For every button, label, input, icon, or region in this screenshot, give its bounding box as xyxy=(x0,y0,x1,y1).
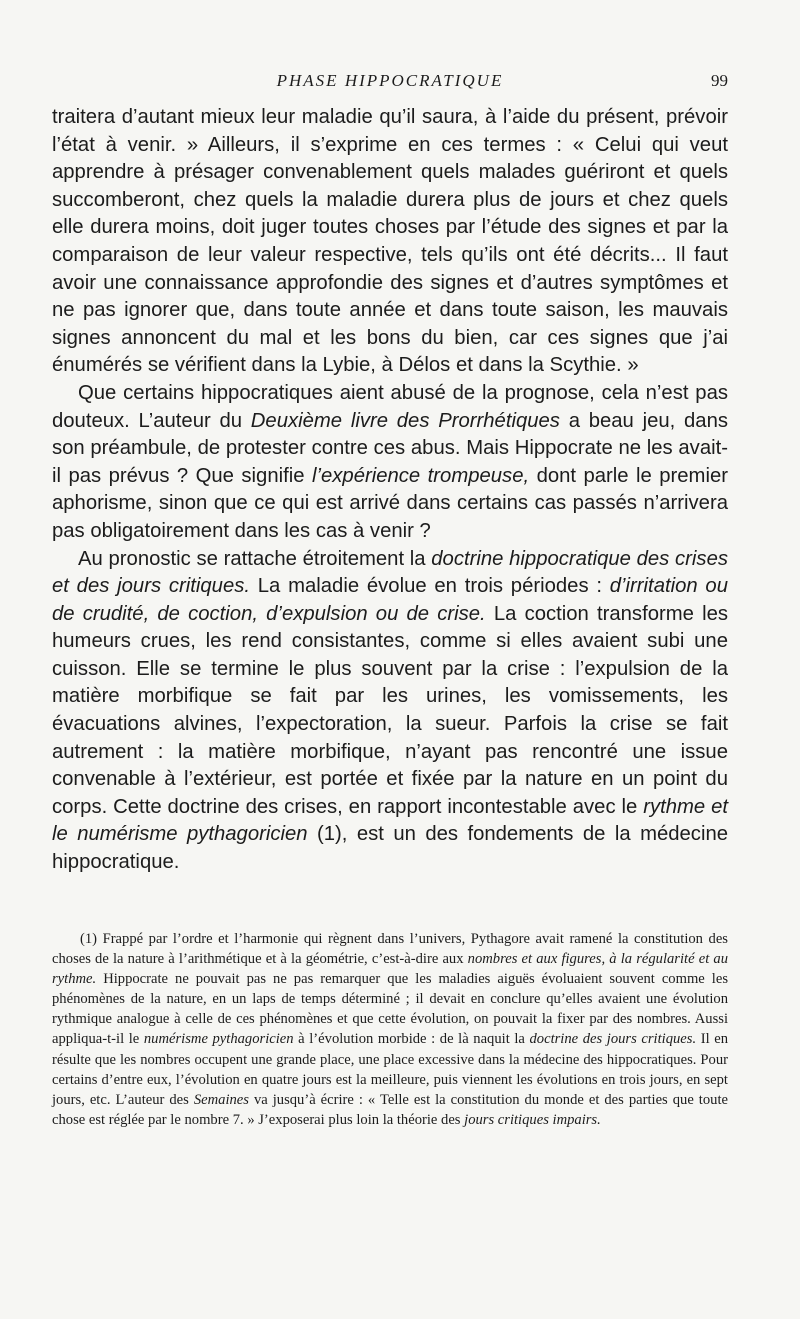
italic-phrase: doctrine des jours critiques. xyxy=(529,1031,697,1048)
text-run: Que certains hippocratiques aient abusé de la prognose, cela n’est pas douteux. L’auteur du xyxy=(52,381,728,432)
text-run: La maladie évolue en trois périodes : xyxy=(250,575,610,598)
footnote xyxy=(52,929,728,1130)
italic-phrase: numérisme pythagoricien xyxy=(143,1031,294,1048)
italic-phrase: nombres et aux figures, à la régularité et au rythme. xyxy=(52,951,728,988)
text-run: Au pronostic se rattache étroitement la xyxy=(78,547,432,570)
text-run: La coction transforme les humeurs crues, les rend consistantes, comme si elles avaient subi une cuisson. Elle se termine le plus souvent par la crise : l’expulsion de la matière morbifique se fait par les urines, les vomissements, les évacuations alvines, l’expectoration, la sueur. Parfois la crise se fait autrement : la matière morbifique, n’ayant pas rencontré une issue convenable à l’extérieur, est portée et fixée par la nature en un point du corps. Cette doctrine des crises, en rapport incontestable avec le xyxy=(52,602,728,818)
paragraph xyxy=(52,104,728,380)
text-run: à l’évolution morbide : de là naquit la xyxy=(293,1031,530,1048)
italic-phrase: l’expérience trompeuse, xyxy=(311,464,530,487)
paragraph xyxy=(52,380,728,546)
page-header xyxy=(52,71,728,99)
text-run: Hippocrate ne pouvait pas ne pas remarquer que les maladies aiguës évoluaient souvent comme les phénomènes de la nature, en un laps de temps déterminé ; il devait en conclure qu’elles avaient une évolution rythmique analogue à celle de ces phénomènes et que cette évolution, on pouvait la fixer par des nombres. Aussi appliqua-t-il le xyxy=(52,971,728,1048)
text-run: Il en résulte que les nombres occupent une grande place, une place excessive dans la médecine des hippocratiques. Pour certains d’entre eux, l’évolution en quatre jours est la meilleure, puis viennent les évolutions en trois jours, en sept jours, etc. L’auteur des xyxy=(52,1031,729,1108)
page-number: 99 xyxy=(711,71,728,90)
main-text xyxy=(52,104,728,877)
italic-phrase: rythme et le numérisme pythagoricien xyxy=(52,795,728,846)
book-title: Semaines xyxy=(193,1091,249,1108)
text-run: (1), est un des fondements de la médecine hippocratique. xyxy=(52,823,729,874)
text-run: dont parle le premier aphorisme, sinon que ce qui est arrivé dans certains cas passés n’arrivera pas obligatoirement dans les cas à venir ? xyxy=(52,464,728,542)
footnote-paragraph xyxy=(52,929,728,1130)
text-run: (1) Frappé par l’ordre et l’harmonie qui règnent dans l’univers, Pythagore avait ramené la constitution des choses de la nature à l’arithmétique et à la géométrie, c’est-à-dire aux xyxy=(52,931,728,968)
text-run: a beau jeu, dans son préambule, de protester contre ces abus. Mais Hippocrate ne les avait-il pas prévus ? Que signifie xyxy=(52,409,728,487)
text-run: va jusqu’à écrire : « Telle est la constitution du monde et des parties que toute chose est réglée par le nombre 7. » J’exposerai plus loin la théorie des xyxy=(52,1091,728,1128)
paragraph xyxy=(52,546,728,877)
italic-phrase: jours critiques impairs. xyxy=(464,1111,601,1128)
running-title: PHASE HIPPOCRATIQUE xyxy=(276,71,504,90)
text-run: traitera d’autant mieux leur maladie qu’il saura, à l’aide du présent, prévoir l’état à venir. » Ailleurs, il s’exprime en ces termes : « Celui qui veut apprendre à présager convenablement quels malades guériront et quels succomberont, chez quels la maladie durera plus de jours et chez quels elle durera moins, doit juger toutes choses par l’étude des signes et par la comparaison de leur valeur respective, tels qu’ils ont été décrits... Il faut avoir une connaissance approfondie des signes et d’autres symptômes et ne pas ignorer que, dans toute année et dans toute saison, les mauvais signes annoncent du mal et les bons du bien, car ces signes que j’ai énumérés se vérifient dans la Lybie, à Délos et dans la Scythie. » xyxy=(52,106,728,377)
italic-phrase: d’irritation ou de crudité, de coction, d’expulsion ou de crise. xyxy=(52,575,728,625)
book-title: Deuxième livre des Prorrhétiques xyxy=(250,409,560,432)
italic-phrase: doctrine hippocratique des crises et des jours critiques. xyxy=(52,547,728,598)
